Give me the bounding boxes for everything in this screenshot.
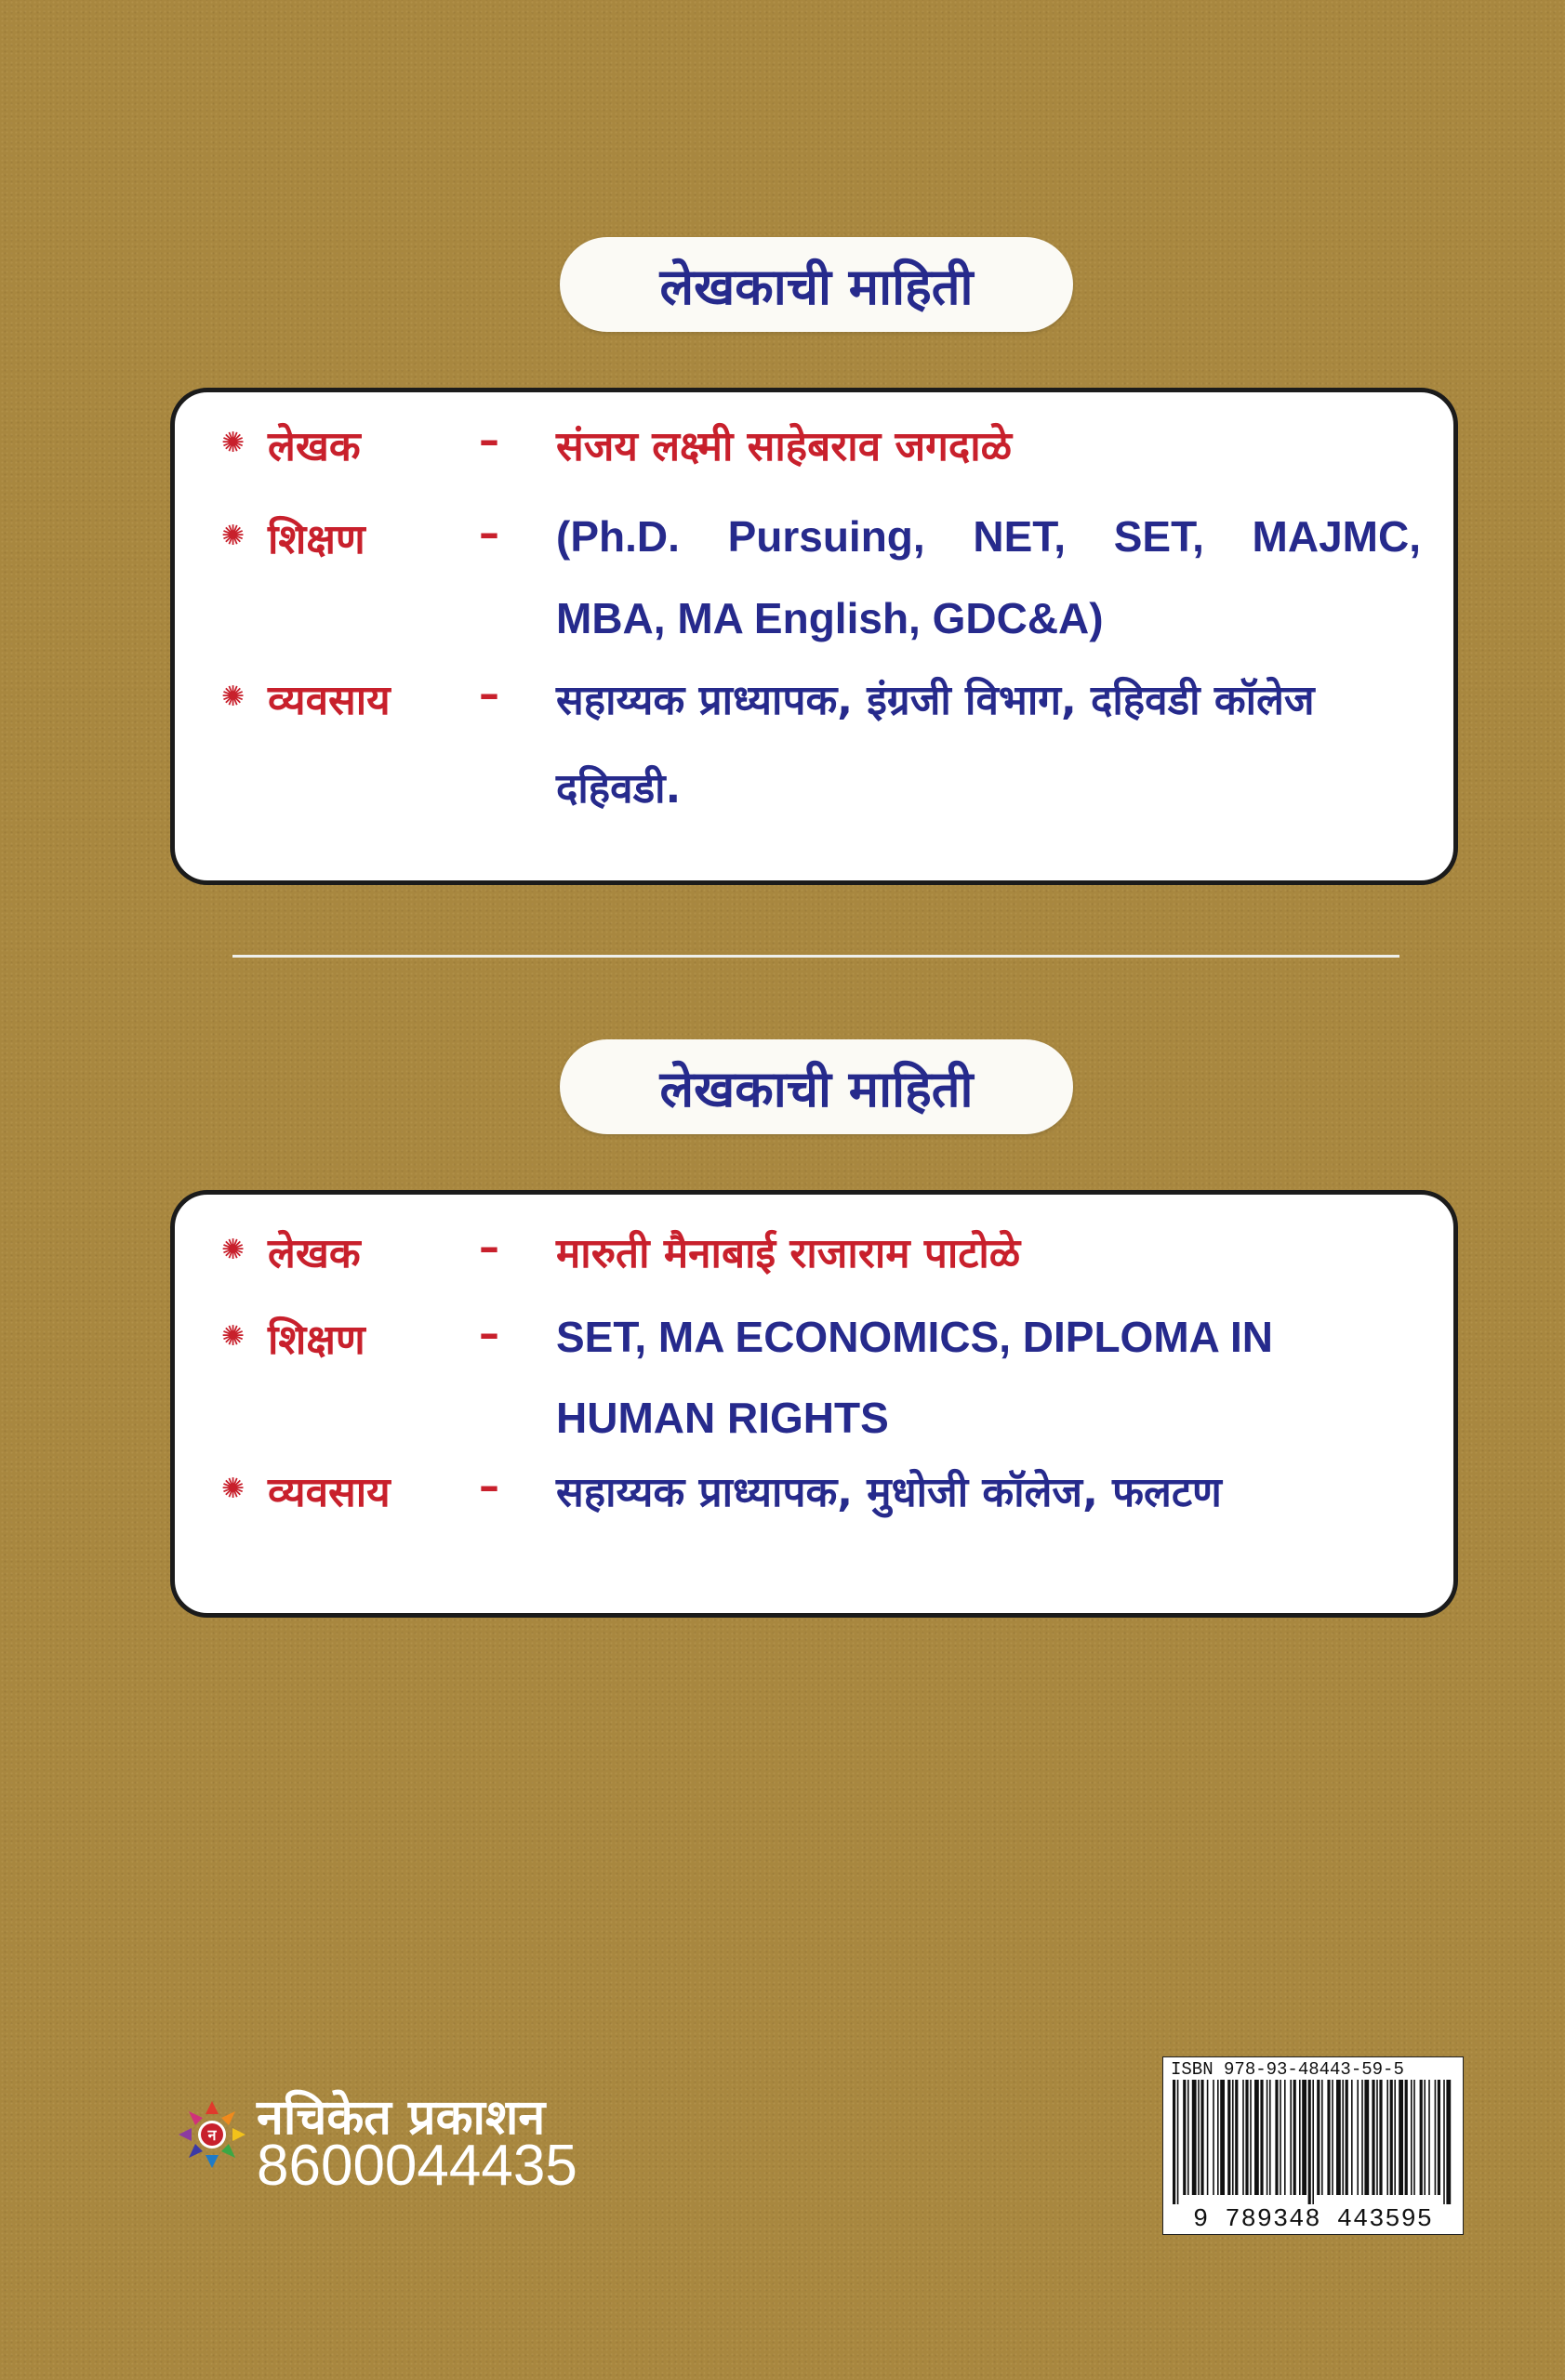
barcode-bar bbox=[1235, 2080, 1238, 2195]
flower-bullet-icon: ✺ bbox=[221, 681, 245, 713]
barcode-bar bbox=[1361, 2080, 1363, 2195]
barcode-bar bbox=[1260, 2080, 1263, 2195]
education-word: Pursuing, bbox=[727, 512, 925, 561]
barcode-bar bbox=[1213, 2080, 1214, 2195]
barcode-bar bbox=[1232, 2080, 1234, 2195]
barcode-bar bbox=[1280, 2080, 1281, 2195]
dash: – bbox=[479, 1310, 499, 1357]
occupation-line-1: सहाय्यक प्राध्यापक, मुधोजी कॉलेज, फलटण bbox=[556, 1469, 1222, 1516]
barcode-digits: 9 789348 443595 bbox=[1192, 2206, 1434, 2234]
barcode-bar bbox=[1394, 2080, 1396, 2195]
barcode-bar bbox=[1200, 2080, 1203, 2195]
education-line-1: SET, MA ECONOMICS, DIPLOMA IN bbox=[556, 1313, 1273, 1361]
isbn-barcode bbox=[1162, 2056, 1464, 2235]
barcode-bar bbox=[1351, 2080, 1353, 2195]
heading-text: लेखकाची माहिती bbox=[659, 258, 974, 316]
author-2-info-card bbox=[170, 1190, 1458, 1618]
isbn-number: ISBN 978-93-48443-59-5 bbox=[1171, 2059, 1404, 2080]
barcode-bar bbox=[1357, 2080, 1359, 2195]
barcode-bar bbox=[1438, 2080, 1440, 2195]
barcode-bar bbox=[1420, 2080, 1423, 2195]
barcode-bar bbox=[1290, 2080, 1292, 2195]
barcode-bar bbox=[1177, 2080, 1179, 2204]
flower-bullet-icon: ✺ bbox=[221, 520, 245, 552]
section-2-heading bbox=[560, 1039, 1073, 1134]
flower-bullet-icon: ✺ bbox=[221, 1320, 245, 1353]
publisher-logo-icon bbox=[177, 2099, 247, 2170]
education-line-2: HUMAN RIGHTS bbox=[556, 1394, 889, 1442]
barcode-bar bbox=[1376, 2080, 1378, 2195]
barcode-bar bbox=[1411, 2080, 1412, 2195]
barcode-bar bbox=[1317, 2080, 1320, 2195]
author-name: संजय लक्ष्मी साहेबराव जगदाळे bbox=[556, 423, 1013, 470]
barcode-bar bbox=[1250, 2080, 1252, 2195]
author-1-info-card bbox=[170, 388, 1458, 885]
barcode-bar bbox=[1207, 2080, 1209, 2195]
barcode-bar bbox=[1413, 2080, 1415, 2195]
barcode-bar bbox=[1183, 2080, 1186, 2195]
barcode-bar bbox=[1332, 2080, 1333, 2195]
barcode-bar bbox=[1321, 2080, 1323, 2195]
occupation-label: व्यवसाय bbox=[268, 677, 391, 724]
barcode-bar bbox=[1342, 2080, 1344, 2195]
dash: – bbox=[479, 1462, 499, 1510]
barcode-bar bbox=[1217, 2080, 1219, 2195]
barcode-bar bbox=[1293, 2080, 1296, 2195]
barcode-bar bbox=[1269, 2080, 1271, 2195]
barcode-bar bbox=[1302, 2080, 1306, 2195]
section-divider bbox=[232, 955, 1399, 958]
barcode-bar bbox=[1308, 2080, 1311, 2204]
barcode-bar bbox=[1336, 2080, 1341, 2195]
section-1-heading bbox=[560, 237, 1073, 332]
barcode-bar bbox=[1390, 2080, 1393, 2195]
barcode-bar bbox=[1399, 2080, 1403, 2195]
author-label: लेखक bbox=[268, 423, 361, 470]
barcode-bar bbox=[1284, 2080, 1286, 2195]
flower-bullet-icon: ✺ bbox=[221, 1473, 245, 1505]
barcode-bar bbox=[1198, 2080, 1200, 2195]
publisher-phone: 8600044435 bbox=[257, 2134, 577, 2198]
barcode-bar bbox=[1242, 2080, 1244, 2195]
flower-bullet-icon: ✺ bbox=[221, 1234, 245, 1266]
barcode-bar bbox=[1275, 2080, 1278, 2195]
barcode-bar bbox=[1267, 2080, 1268, 2195]
flower-bullet-icon: ✺ bbox=[221, 427, 245, 459]
education-label: शिक्षण bbox=[268, 516, 365, 563]
barcode-bar bbox=[1428, 2080, 1430, 2195]
dash: – bbox=[479, 416, 499, 464]
barcode-bar bbox=[1312, 2080, 1314, 2204]
barcode-bar bbox=[1364, 2080, 1369, 2195]
barcode-bar bbox=[1327, 2080, 1330, 2195]
barcode-bar bbox=[1192, 2080, 1197, 2195]
barcode-bar bbox=[1443, 2080, 1445, 2204]
dash: – bbox=[479, 509, 499, 557]
barcode-bar bbox=[1220, 2080, 1225, 2195]
barcode-bar bbox=[1187, 2080, 1189, 2195]
barcode-bar bbox=[1435, 2080, 1437, 2195]
barcode-bar bbox=[1446, 2080, 1451, 2204]
publisher-name: नचिकेत प्रकाशन bbox=[257, 2090, 546, 2146]
education-word: (Ph.D. bbox=[556, 512, 680, 561]
barcode-bar bbox=[1245, 2080, 1248, 2195]
barcode-bar bbox=[1372, 2080, 1374, 2195]
education-word: MAJMC, bbox=[1252, 512, 1421, 561]
barcode-bar bbox=[1299, 2080, 1301, 2195]
occupation-label: व्यवसाय bbox=[268, 1469, 391, 1516]
occupation-line-2: दहिवडी. bbox=[556, 765, 682, 813]
barcode-bar bbox=[1379, 2080, 1382, 2195]
dash: – bbox=[479, 1223, 499, 1271]
barcode-bar bbox=[1386, 2080, 1388, 2195]
education-line-2: MBA, MA English, GDC&A) bbox=[556, 594, 1104, 642]
barcode-bars bbox=[1169, 2080, 1457, 2204]
education-word: NET, bbox=[973, 512, 1067, 561]
education-word: SET, bbox=[1113, 512, 1204, 561]
barcode-bar bbox=[1254, 2080, 1259, 2195]
dash: – bbox=[479, 670, 499, 718]
occupation-line-1: सहाय्यक प्राध्यापक, इंग्रजी विभाग, दहिवडी कॉलेज bbox=[556, 677, 1315, 724]
author-name: मारुती मैनाबाई राजाराम पाटोळे bbox=[556, 1230, 1021, 1277]
barcode-bar bbox=[1227, 2080, 1230, 2195]
barcode-bar bbox=[1405, 2080, 1408, 2195]
education-label: शिक्षण bbox=[268, 1316, 365, 1364]
author-label: लेखक bbox=[268, 1230, 361, 1277]
logo-letter: न bbox=[207, 2126, 217, 2144]
education-line-1 bbox=[556, 511, 1421, 562]
barcode-bar bbox=[1346, 2080, 1348, 2195]
heading-text: लेखकाची माहिती bbox=[659, 1060, 974, 1118]
barcode-bar bbox=[1173, 2080, 1175, 2204]
barcode-bar bbox=[1424, 2080, 1426, 2195]
